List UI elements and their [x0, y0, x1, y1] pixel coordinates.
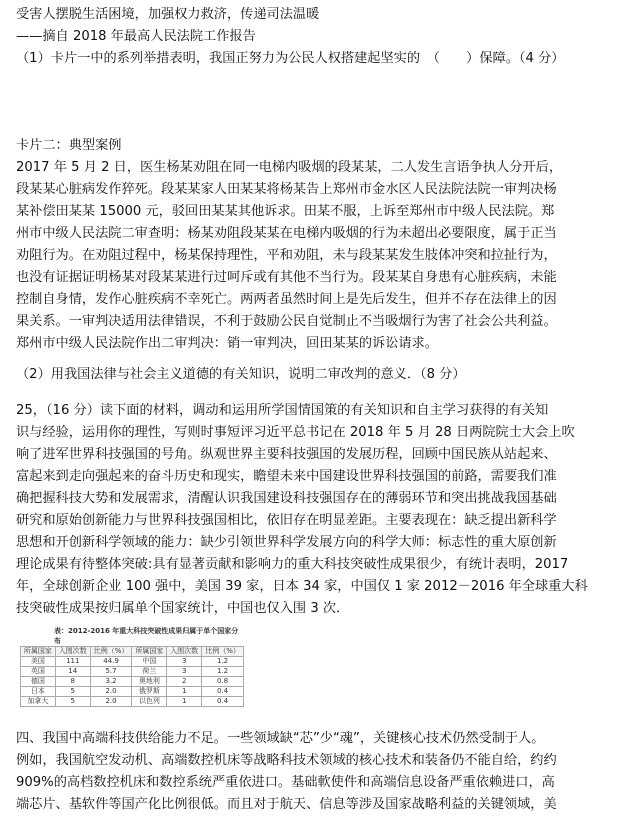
header-cell: 比例（%）: [202, 647, 244, 657]
text-line: 端芯片、基软件等国产化比例很低。而且对于航天、信息等涉及国家战略利益的关键领域，美: [16, 797, 557, 812]
header-cell: 入围次数: [55, 647, 90, 657]
text-line: 富起来到走向强起来的奋斗历史和现实，瞻望未来中国建设世界科技强国的前路，需要我们准: [16, 469, 557, 484]
table-cell: 加拿大: [21, 697, 56, 707]
text-line: 受害人摆脱生活困境，加强权力救济，传递司法温暖: [16, 7, 320, 22]
table-row: [21, 687, 244, 697]
table-cell: 荷兰: [132, 667, 167, 677]
table-cell: 3: [167, 667, 202, 677]
stats-table-image: [20, 626, 244, 707]
table-row: [21, 657, 244, 667]
text-line: 25，（16 分）读下面的材料，调动和运用所学国情国策的有关知识和自主学习获得的有关知: [16, 403, 549, 418]
text-line: 理论成果有待整体突破:具有显著贡献和影响力的重大科技突破性成果很少，有统计表明，2017: [16, 557, 569, 572]
table-cell: 1: [167, 697, 202, 707]
stats-table: [20, 646, 244, 707]
table-cell: 奥地利: [132, 677, 167, 687]
header-cell: 比例（%）: [90, 647, 132, 657]
table-cell: 2.0: [90, 687, 132, 697]
text-line: 也没有证据证明杨某对段某某进行过呵斥或有其他不当行为。段某某自身患有心脏疾病，未能: [16, 270, 557, 285]
text-line: 段某某心脏病发作猝死。段某某家人田某某将杨某告上郑州市金水区人民法院法院一审判决杨: [16, 182, 557, 197]
table-row: [21, 677, 244, 687]
text-line: 年，全球创新企业 100 强中，美国 39 家，日本 34 家，中国仅 1 家 2012－2016 年全球重大科: [16, 579, 588, 594]
text-line: 劝阻行为。在劝阻过程中，杨某保持理性，平和劝阻，未与段某某发生肢体冲突和拉扯行为，: [16, 248, 557, 263]
text-line: 州市中级人民法院二审查明：杨某劝阻段某某在电梯内吸烟的行为未超出必要限度，属于正当: [16, 226, 557, 241]
text-line: 识与经验，运用你的理性，写则时事短评习近平总书记在 2018 年 5 月 28 日两院院士大会上吹: [16, 425, 575, 440]
text-line: （1）卡片一中的系列举措表明，我国正努力为公民人权搭建起坚实的 （ ）保障。（4 分）: [16, 51, 565, 66]
table-cell: 111: [55, 657, 90, 667]
text-line: 郑州市中级人民法院作出二审判决：销一审判决，回田某某的诉讼请求。: [16, 336, 438, 351]
header-cell: 入围次数: [167, 647, 202, 657]
text-line: 某补偿田某某 15000 元，驳回田某某其他诉求。田某不服，上诉至郑州市中级人民法院。郑: [16, 204, 555, 219]
table-cell: 5: [55, 697, 90, 707]
table-cell: 8: [55, 677, 90, 687]
text-line: 控制自身情，发作心脏疾病不幸死亡。两两者虽然时间上是先后发生，但并不存在法律上的因: [16, 292, 557, 307]
table-cell: 3: [167, 657, 202, 667]
table-row: [21, 667, 244, 677]
text-line: 研究和原始创新能力与世界科技强国相比，依旧存在明显差距。主要表现在：缺乏提出新科学: [16, 513, 557, 528]
table-cell: 中国: [132, 657, 167, 667]
table-cell: 5.7: [90, 667, 132, 677]
text-line: 确把握科技大势和发展需求，清醒认识我国建设科技强国存在的薄弱环节和突出挑战我国基础: [16, 491, 557, 506]
table-cell: 2: [167, 677, 202, 687]
table-cell: 5: [55, 687, 90, 697]
table-header-row: [21, 647, 244, 657]
table-cell: 日本: [21, 687, 56, 697]
text-line: ——摘自 2018 年最高人民法院工作报告: [16, 29, 256, 44]
table-cell: 0.4: [202, 697, 244, 707]
text-line: 响了进军世界科技强国的号角。纵观世界主要科技强国的发展历程，回顾中国民族从站起来、: [16, 447, 557, 462]
table-cell: 美国: [21, 657, 56, 667]
table-cell: 44.9: [90, 657, 132, 667]
text-line: 2017 年 5 月 2 日，医生杨某劝阻在同一电梯内吸烟的段某某，二人发生言语争执人分开后，: [16, 160, 563, 175]
table-row: [21, 697, 244, 707]
table-cell: 1.2: [202, 667, 244, 677]
text-line: 思想和开创新科学领域的能力：缺少引领世界科学发展方向的科学大师：标志性的重大原创新: [16, 535, 557, 550]
header-cell: 所属国家: [21, 647, 56, 657]
question-line: （2）用我国法律与社会主义道德的有关知识，说明二审改判的意义．（8 分）: [16, 367, 466, 382]
header-cell: 所属国家: [132, 647, 167, 657]
table-cell: 以色列: [132, 697, 167, 707]
table-cell: 1: [167, 687, 202, 697]
text-line: 909%的高档数控机床和数控系统严重依进口。基础軟使件和高端信息设备严重依赖进口，高: [16, 775, 555, 790]
table-cell: 0.8: [202, 677, 244, 687]
text-line: 四、我国中高端科技供给能力不足。一些领域缺“芯”少“魂”，关键核心技术仍然受制于人。: [16, 731, 545, 746]
text-line: 例如，我国航空发动机、高端数控机床等战略科技术领域的核心技术和装备仍不能自给，约约: [16, 753, 557, 768]
table-cell: 德国: [21, 677, 56, 687]
table-cell: 1.2: [202, 657, 244, 667]
table-cell: 英国: [21, 667, 56, 677]
table-cell: 14: [55, 667, 90, 677]
table-cell: 俄罗斯: [132, 687, 167, 697]
table-caption: 表：2012-2016 年重大科技突破性成果归属于单个国家分布: [54, 627, 239, 645]
table-cell: 0.4: [202, 687, 244, 697]
table-cell: 3.2: [90, 677, 132, 687]
text-line: 果关系。一审判决适用法律错误，不利于鼓励公民自觉制止不当吸烟行为害了社会公共利益。: [16, 314, 557, 329]
section-heading: 卡片二：典型案例: [16, 138, 122, 153]
table-cell: 2.0: [90, 697, 132, 707]
text-line: 技突破性成果按归属单个国家统计，中国也仅入围 3 次．: [16, 601, 350, 616]
